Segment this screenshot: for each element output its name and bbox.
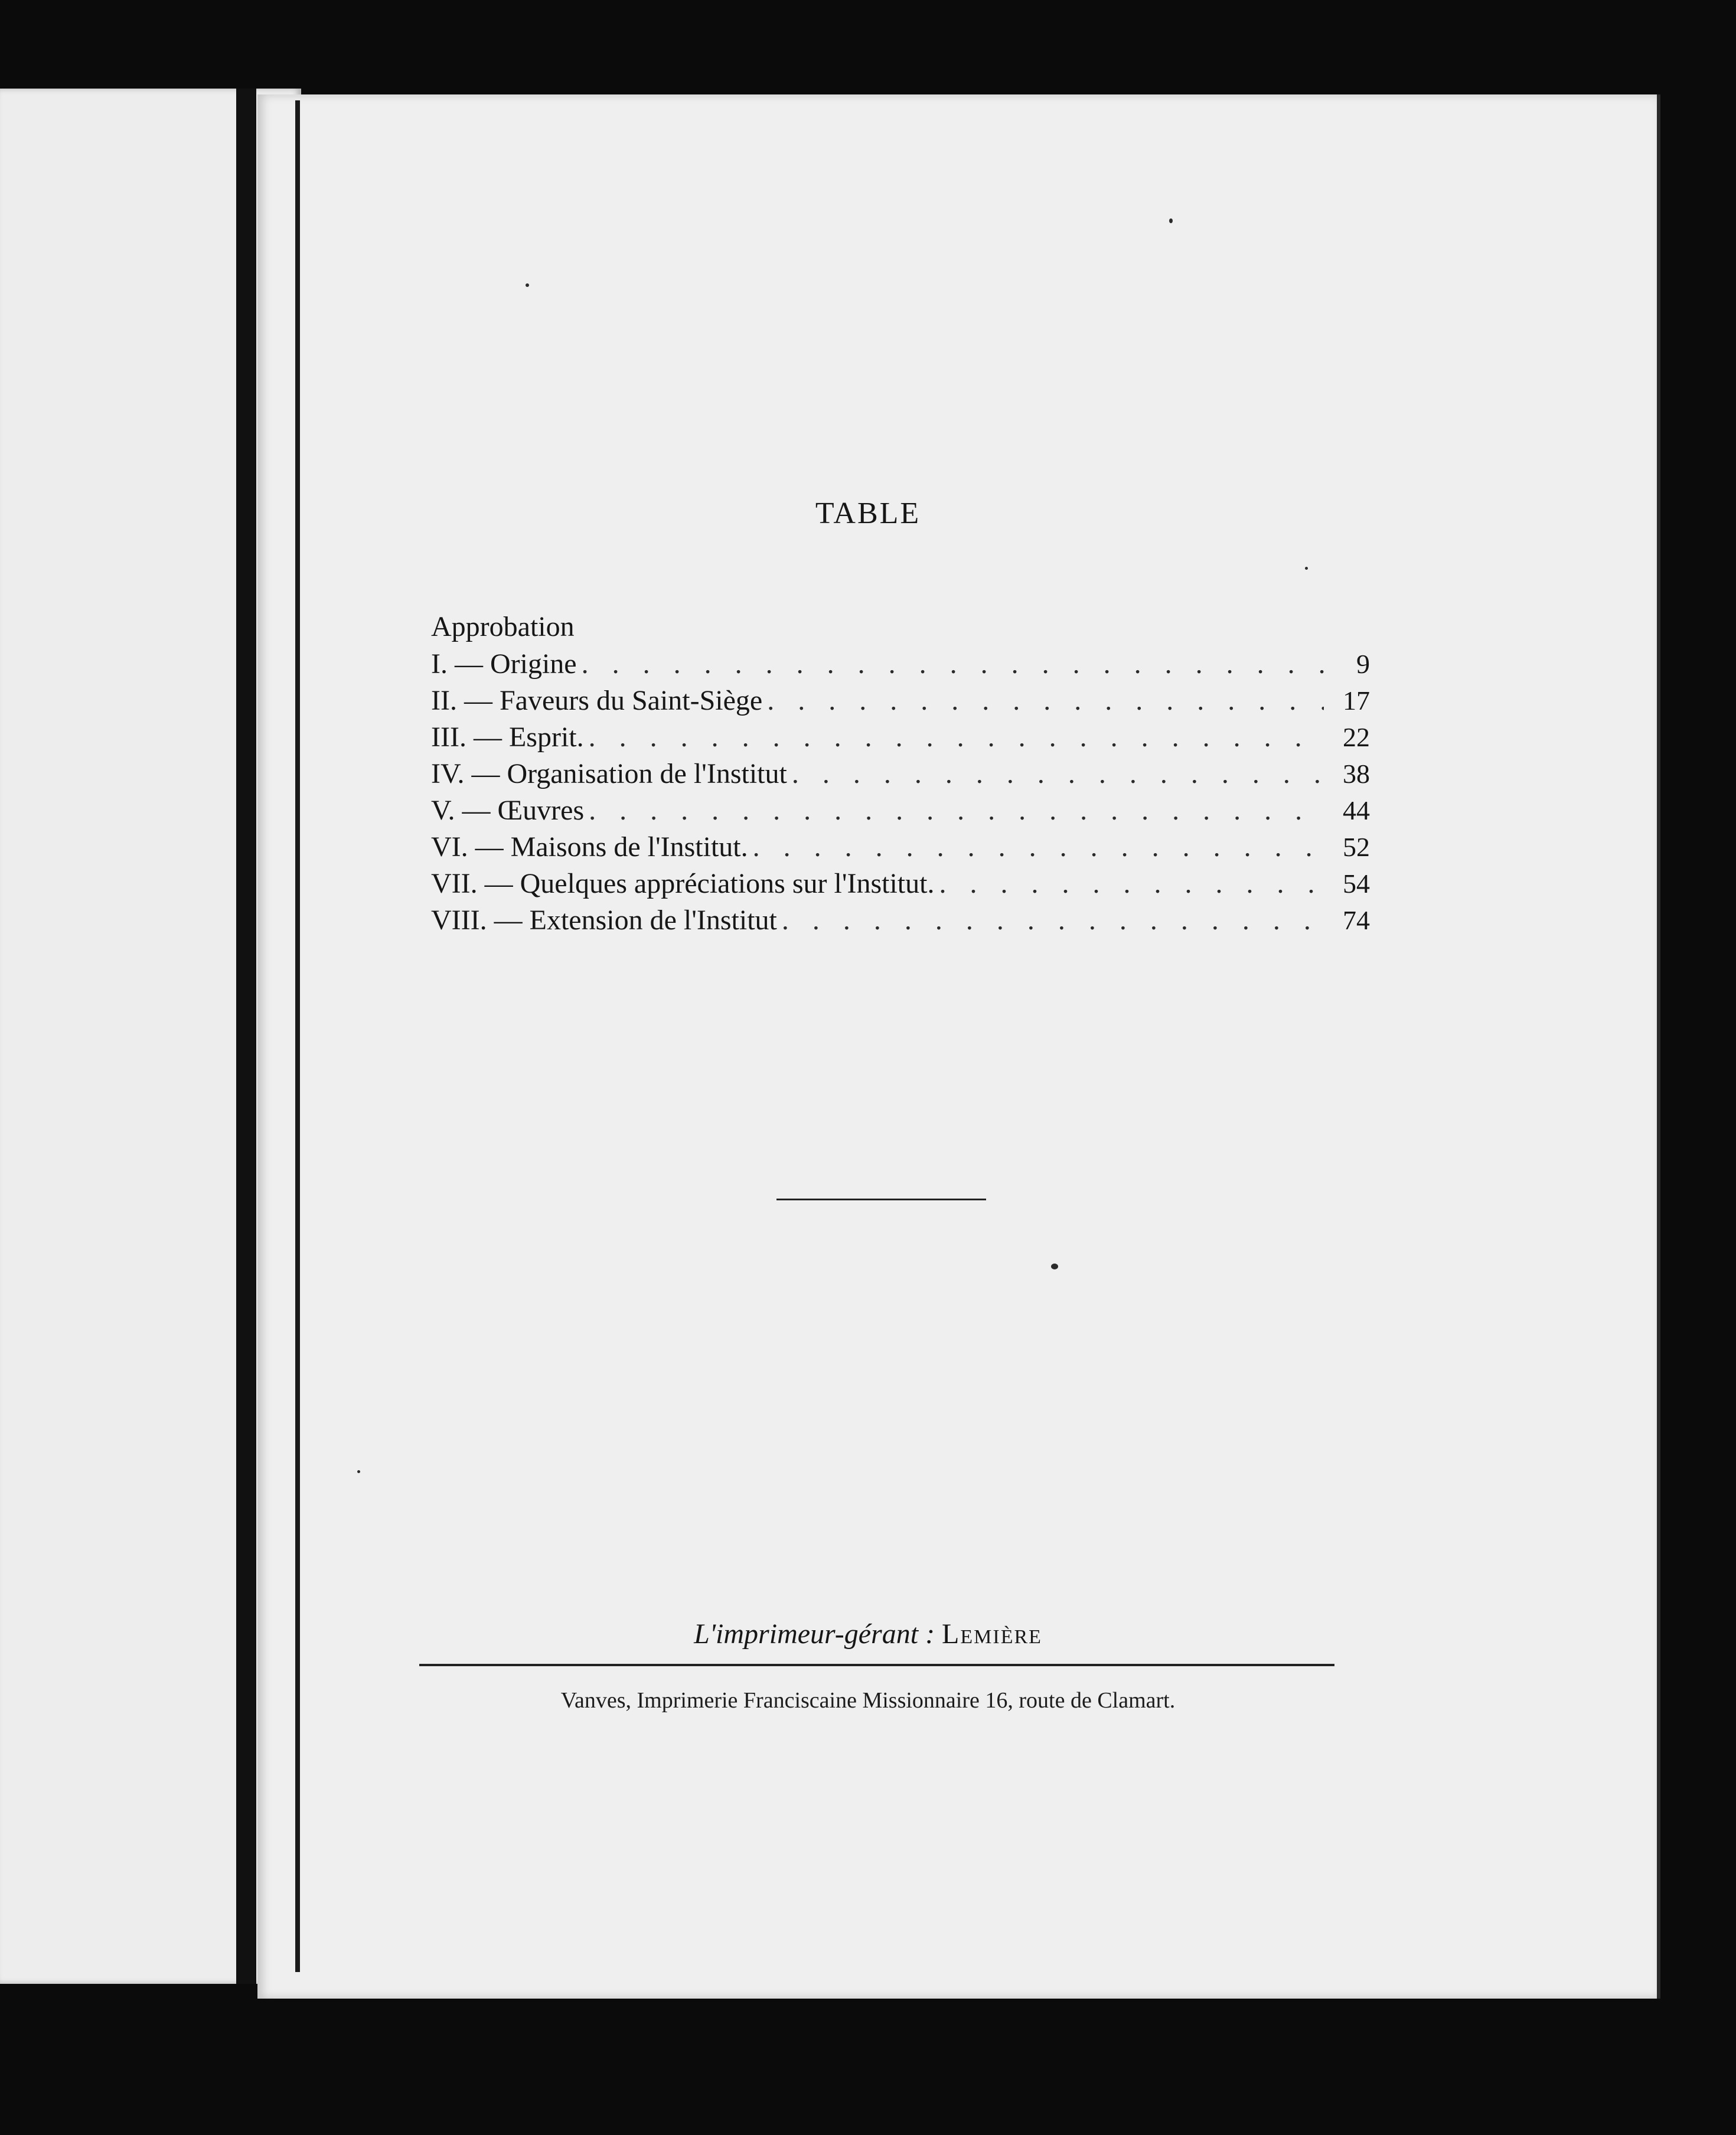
toc-entry-label: VII. — Quelques appréciations sur l'Institut. bbox=[431, 868, 935, 899]
toc-entry bbox=[431, 719, 1370, 756]
toc-entry bbox=[431, 756, 1370, 792]
toc-dot-leader bbox=[753, 829, 1324, 866]
toc-entry bbox=[431, 683, 1370, 719]
toc-dot-leader bbox=[782, 902, 1324, 939]
toc-dot-leader bbox=[767, 683, 1324, 719]
toc-dot-leader bbox=[792, 756, 1324, 792]
toc-entry bbox=[431, 792, 1370, 829]
imprint-rule bbox=[419, 1664, 1334, 1666]
toc-heading: Approbation bbox=[431, 611, 575, 642]
toc-entry-label: V. — Œuvres bbox=[431, 795, 585, 826]
section-divider bbox=[776, 1199, 986, 1200]
toc-entry-page: 9 bbox=[1356, 649, 1370, 679]
paper-speck bbox=[526, 283, 529, 287]
toc-entry-label: VIII. — Extension de l'Institut bbox=[431, 905, 777, 936]
toc-entry bbox=[431, 646, 1370, 683]
paper-speck bbox=[357, 1470, 360, 1473]
paper-speck bbox=[1169, 218, 1173, 223]
toc-dot-leader bbox=[582, 646, 1324, 683]
toc-dot-leader bbox=[589, 719, 1324, 756]
toc-entry-page: 74 bbox=[1343, 905, 1370, 935]
printer-line bbox=[0, 1618, 1736, 1650]
toc-entry-page: 22 bbox=[1343, 722, 1370, 752]
toc-dot-leader bbox=[589, 792, 1324, 829]
toc-entry-page: 54 bbox=[1343, 869, 1370, 899]
imprint-line: Vanves, Imprimerie Franciscaine Missionnaire 16, route de Clamart. bbox=[560, 1688, 1176, 1713]
toc-entry-page: 52 bbox=[1343, 832, 1370, 862]
paper-speck bbox=[1305, 567, 1308, 570]
printer-label: L'imprimeur-gérant : bbox=[694, 1618, 935, 1650]
toc-entry bbox=[431, 829, 1370, 866]
page-title: TABLE bbox=[815, 497, 921, 530]
toc-entry-label: II. — Faveurs du Saint-Siège bbox=[431, 685, 763, 716]
toc-entry-page: 38 bbox=[1343, 759, 1370, 789]
toc-entry bbox=[431, 902, 1370, 939]
toc-entry-page: 44 bbox=[1343, 795, 1370, 825]
toc-entry-label: III. — Esprit. bbox=[431, 722, 584, 753]
toc-entry-label: IV. — Organisation de l'Institut bbox=[431, 758, 787, 789]
toc-entry-page: 17 bbox=[1343, 685, 1370, 716]
printer-name: Lemière bbox=[942, 1618, 1042, 1650]
toc-entry-label: VI. — Maisons de l'Institut. bbox=[431, 831, 748, 863]
toc-dot-leader bbox=[939, 866, 1324, 902]
toc-entry bbox=[431, 866, 1370, 902]
paper-speck bbox=[1051, 1264, 1058, 1269]
table-of-contents bbox=[431, 608, 1370, 939]
toc-entry-label: I. — Origine bbox=[431, 648, 577, 680]
